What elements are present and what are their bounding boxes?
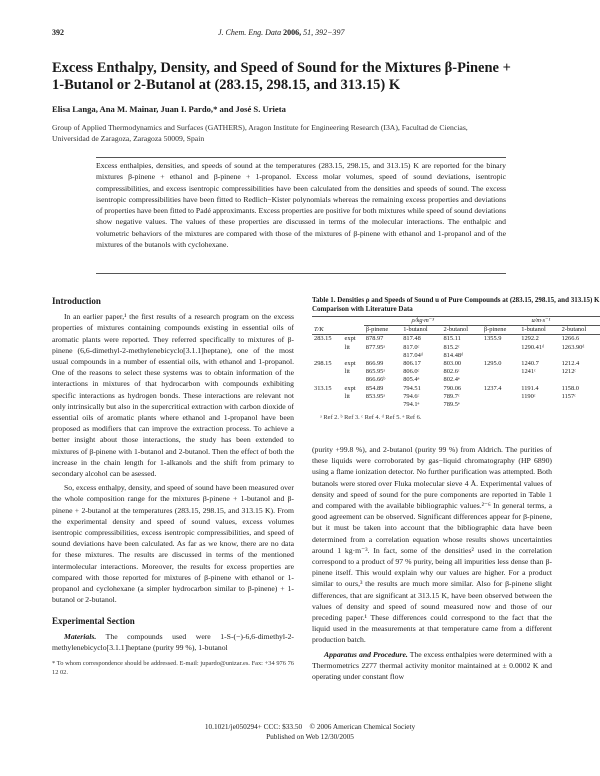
table-cell: expt (344, 360, 356, 368)
abstract-bottom-rule (96, 273, 506, 274)
right-column (312, 444, 552, 682)
table-cell (312, 401, 343, 409)
table-row (312, 335, 600, 344)
table-cell: 1237.4 (483, 384, 502, 392)
table-1 (312, 296, 600, 423)
table-cell: 817.48 (403, 335, 421, 343)
article-title: Excess Enthalpy, Density, and Speed of Sound for the Mixtures β-Pinene + 1-Butanol or 2-Butanol at (283.15, 298.15, and 313.15) K (52, 60, 511, 93)
table-cell (560, 401, 600, 409)
table-cell: 817.04ᵈ (403, 351, 423, 359)
apparatus-paragraph (312, 649, 552, 683)
abstract-top-rule (96, 157, 506, 158)
intro-paragraph-2: So, excess enthalpy, density, and speed of sound have been measured over the whole composition range for the mixtures β-pinene + 1-butanol and β-pinene + 2-butanol at the temperatures (283.15, 298.15, and 313.15 K). From the experimental density and speed of sound values, excess volumes isentropic compressibilities, excess isentropic compressibilities, and speed of sound deviations have been calculated. As far as we know, there are no data for these mixtures. The results are discussed in terms of the mentioned intermolecular interactions. Moreover, the results for excess properties are compared with those reported for mixtures of β-pinene with ethanol or 1-propanol and cyclohexane (a simpler hydrocarbon similar to β-pinene) + 1-butanol or 2-butanol. (52, 483, 294, 605)
table-cell: expt (344, 335, 356, 343)
table-cell (312, 352, 343, 360)
table-cell: 1212ᶜ (561, 368, 577, 376)
journal-volume: 51, (303, 28, 314, 37)
table-row (312, 368, 600, 376)
table-cell: 298.15 (314, 360, 332, 368)
affiliation: Group of Applied Thermodynamics and Surfaces (GATHERS), Aragon Institute for Engineering Research (I3A), Facultad de Ciencias, Universidad de Zaragoza, Zaragoza 50009, Spain (52, 123, 468, 143)
table-cell: lit (344, 343, 350, 351)
table-cell: 794.51 (403, 384, 421, 392)
table-cell (519, 401, 559, 409)
table-cell: 815.11 (443, 335, 461, 343)
table-cell: lit (344, 392, 350, 400)
table-cell: 1212.4 (561, 360, 580, 368)
published-date: Published on Web 12/30/2005 (266, 731, 354, 741)
table-cell: expt (344, 384, 356, 392)
table-cell: 817.0ᶜ (403, 343, 420, 351)
table-cell: 1292.2 (521, 335, 539, 343)
table-cell (560, 376, 600, 384)
materials-label: Materials. (64, 631, 97, 641)
journal-citation (218, 28, 345, 37)
table-row (312, 360, 600, 368)
table-cell (482, 368, 519, 376)
table-cell: 789.5ᵉ (443, 401, 460, 409)
table-cell: 815.2ᶜ (443, 343, 460, 351)
left-column (52, 296, 294, 677)
table-cell: 794.6ᶜ (403, 392, 420, 400)
table-cell (343, 376, 364, 384)
table-cell: 283.15 (314, 335, 332, 343)
table-cell (519, 352, 559, 360)
introduction-heading: Introduction (52, 296, 101, 306)
column-header: 2-butanol (561, 326, 587, 334)
table-cell (482, 344, 519, 352)
table-cell: 1191.4 (521, 384, 539, 392)
table-cell (312, 368, 343, 376)
table-cell: 1190ᶜ (521, 392, 536, 400)
experimental-heading: Experimental Section (52, 616, 135, 627)
intro-paragraph-1: In an earlier paper,¹ the first results of a research program on the excess properties of mixtures containing compounds existing in essential oils of aromatic plants were reported. They referred specifically to mixtures of β-pinene (6,6-dimethyl-2-methylenebicyclo[3.1.1]heptane), one of the most usual compounds in a number of essential oils, with ethanol and 1-propanol. One of the reasons to select these systems was to obtain information of the interactions in mixtures of that hydrocarbon with compounds exhibiting specific interactions as hydrogen bonds. These interactions are relevant not only intrinsically but also in the supercritical extraction with carbon dioxide of essential oils of aromatic plants where ethanol and 1-propanol have been proposed as modifiers that can improve the extraction process. To achieve a better insight about those interactions, the study has been extended to mixtures of β-pinene with 1-butanol and 2-butanol. Then the effect of both the increase in the chain length for 1-alkanols and the shift from primary to secondary alcohol can be asessed. (52, 312, 294, 479)
materials-continued-paragraph: (purity +99.8 %), and 2-butanol (purity 99 %) from Aldrich. The purities of these liquids were corroborated by gas−liquid chromatography (HP 6890) using a flame ionization detector. No further purification was attempted. Both butanols were stored over Fluka molecular sieve 4 Å. Experimental values of density and speed of sound for the pure components are reported in Table 1 and compared with the available bibliographic values.²⁻⁶ In general terms, a good agreement can be observed. Significant differences appear for β-pinene, but it must be taken into account that the bibliographic data have been determined from a correlation equation whose results shows uncertainties around 1 kg·m⁻³. In fact, some of the densities² used in the correlation correspond to a product of 97 % purity, being all impurities less dense than β-pinene itself. This would explain why our values are higher. For a product similar to ours,³ the results are much more similar. Also for β-pinene slight differences, that are significant at 313.15 K, have been observed between the values of density and speed of sound measured now and those of our preceding paper.¹ These differences could correspond to the fact that the liquid used in the measurements at that temperature came from a different production batch. (312, 445, 552, 645)
apparatus-text: The excess enthalpies were determined with a Thermometrics 2277 thermal activity monitor maintained at ± 0.0002 K and operating under constant flow (312, 649, 552, 682)
table-body (312, 317, 600, 409)
author-list: Elisa Langa, Ana M. Mainar, Juan I. Pardo,* and José S. Urieta (52, 104, 286, 114)
table-cell (312, 376, 343, 384)
table-cell (364, 352, 401, 360)
page-footer (150, 722, 470, 741)
table-row (312, 393, 600, 401)
table-cell: 865.95ᵃ (365, 368, 386, 376)
table-cell: 802.4ᵉ (443, 376, 460, 384)
table-cell: 1290.41ᵈ (521, 343, 545, 351)
table-footnotes: ᵃ Ref 2. ᵇ Ref 3. ᶜ Ref 4. ᵈ Ref 5. ᵉ Ref 6. (320, 414, 422, 422)
column-header: 2-butanol (443, 326, 469, 334)
table-column-header-row (312, 326, 600, 335)
journal-year: 2006, (283, 28, 302, 37)
table-cell (343, 352, 364, 360)
table-cell: 1241ᶜ (521, 368, 536, 376)
column-header: 1-butanol (521, 326, 546, 334)
speed-group-header: u/m·s⁻¹ (482, 317, 600, 326)
table-row (312, 401, 600, 409)
table-cell: 1266.6 (561, 335, 580, 343)
table-caption: Table 1. Densities ρ and Speeds of Sound u of Pure Compounds at (283.15, 298.15, and 313.15) K Comparison with Literature Data (312, 296, 600, 313)
table-cell: 814.48ᵈ (443, 351, 464, 359)
table-cell: 853.95ᵃ (365, 392, 386, 400)
table-cell (560, 352, 600, 360)
table-row (312, 385, 600, 393)
table-cell: 806.17 (403, 360, 421, 368)
table-cell: 789.7ᶜ (443, 392, 460, 400)
table-cell: 802.6ᶜ (443, 368, 460, 376)
table-cell: 878.97 (365, 335, 384, 343)
table-row (312, 352, 600, 360)
table-cell: 790.06 (443, 384, 462, 392)
table-cell (482, 376, 519, 384)
materials-paragraph (52, 631, 294, 653)
materials-text: The compounds used were 1-S-(−)-6,6-dimethyl-2-methylenebicyclo[3.1.1]heptane (purity 99 %), 1-butanol (52, 631, 294, 652)
column-header: 1-butanol (403, 326, 428, 334)
column-header: β-pinene (365, 326, 389, 334)
apparatus-label: Apparatus and Procedure. (324, 649, 408, 659)
table-cell: 1295.0 (483, 360, 502, 368)
journal-pages: 392−397 (315, 28, 345, 37)
table-cell: 1263.90ᵈ (561, 343, 585, 351)
correspondence-footnote: * To whom correspondence should be addressed. E-mail: jupardo@unizar.es. Fax: +34 976 76 12 02. (52, 660, 294, 676)
table-row (312, 376, 600, 384)
column-header (343, 326, 364, 335)
table-cell (482, 401, 519, 409)
table-cell: 794.1ᵉ (403, 401, 420, 409)
table-cell: 1240.7 (521, 360, 539, 368)
table-cell: 806.0ᶜ (403, 368, 420, 376)
table-cell: 866.66ᵇ (365, 376, 386, 384)
journal-name: J. Chem. Eng. Data (218, 28, 282, 37)
table-cell: 854.89 (365, 384, 384, 392)
table-cell (312, 344, 343, 352)
table-cell (519, 376, 559, 384)
column-header: T/K (314, 325, 324, 333)
table-row (312, 344, 600, 352)
table-cell: lit (344, 368, 350, 376)
table-cell: 1157ᶜ (561, 392, 576, 400)
table-cell (482, 393, 519, 401)
table-cell: 866.99 (365, 360, 384, 368)
density-group-header: ρ/kg·m⁻³ (364, 317, 482, 326)
table-cell: 805.4ᵉ (403, 376, 420, 384)
table-cell (482, 352, 519, 360)
abstract: Excess enthalpies, densities, and speeds of sound at the temperatures (283.15, 298.15, and 313.15) K are reported for the binary mixtures β-pinene + ethanol and β-pinene + 1-propanol. Excess molar volumes, speed of sound deviations, isentropic compressibilities, and excess isentropic compressibilities have been calculated from the densities and speeds of sound. The excess isentropic compressibilities have been fitted to Redlich−Kister polynomials whereas the remaining excess properties and deviations of properties have been fitted to Padé approximants. Excess properties are positive for both mixtures while speed of sound deviations show negative values. The values of these properties are discussed in terms of the molecular interactions. The enthalpic and volumetric behaviors of the mixtures are compared with those of the mixtures of β-pinene with ethanol and 1-propanol and of the mixtures of the butanols with cyclohexane. (96, 161, 506, 250)
page-number: 392 (52, 28, 64, 37)
table-cell (364, 401, 401, 409)
doi-line: 10.1021/je050294+ CCC: $33.50 © 2006 American Chemical Society (204, 722, 416, 731)
table-cell: 1355.9 (483, 335, 502, 343)
table-cell: 803.00 (443, 360, 462, 368)
table-cell (312, 393, 343, 401)
table-cell: 877.95ᵃ (365, 343, 386, 351)
table-cell (343, 401, 364, 409)
table-cell: 313.15 (314, 384, 332, 392)
column-header: β-pinene (483, 326, 507, 334)
table-group-header-row (312, 317, 600, 326)
table-cell: 1158.0 (561, 384, 579, 392)
